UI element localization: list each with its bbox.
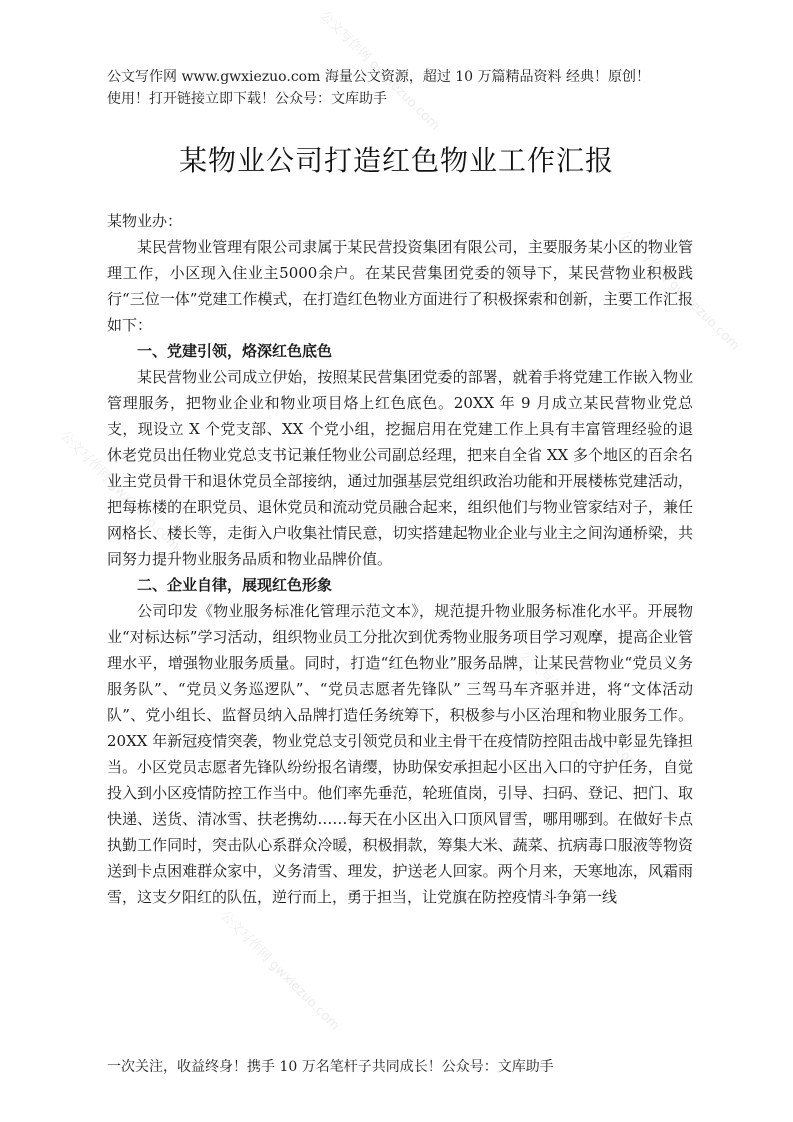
footer-text: 一次关注，收益终身！携手 10 万名笔杆子共同成长！公众号：文库助手 xyxy=(107,1059,554,1075)
watermark-text: 公文写作网 gwxiezuo.com xyxy=(217,908,343,1034)
header-line-2: 使用！打开链接立即下载！公众号：文库助手 xyxy=(107,91,387,107)
salutation: 某物业办： xyxy=(107,212,183,230)
watermark-text: 公文写作网 gwxiezuo.com xyxy=(517,648,643,774)
section-paragraph: 某民营物业公司成立伊始，按照某民营集团党委的部署，就着手将党建工作嵌入物业管理服务，把物业企业和物业项目烙上红色底色。20XX 年 9 月成立某民营物业党总支，现设立 X 个党支部、XX 个党小组，挖掘启用在党建工作上具有丰富管理经验的退休老党员出任物业党总支书记兼任物业公司副总经理，把来自全省 XX 多个地区的百余名业主党员骨干和退休党员全部接纳，通过加强基层党组织政治功能和开展楼栋党建活动，把每栋楼的在职党员、退休党员和流动党员融合起来，组织他们与物业管家结对子，兼任网格长、楼长等，走街入户收集社情民意，切实搭建起物业企业与业主之间沟通桥梁，共同努力提升物业服务品质和物业品牌价值。 xyxy=(107,368,693,568)
intro-paragraph: 某民营物业管理有限公司隶属于某民营投资集团有限公司，主要服务某小区的物业管理工作，小区现入住业主5000余户。在某民营集团党委的领导下，某民营物业积极践行“三位一体”党建工作模式，在打造红色物业方面进行了积极探索和创新，主要工作汇报如下： xyxy=(107,238,693,334)
section-paragraph: 公司印发《物业服务标准化管理示范文本》，规范提升物业服务标准化水平。开展物业“对标达标”学习活动，组织物业员工分批次到优秀物业服务项目学习观摩，提高企业管理水平，增强物业服务质量。同时，打造“红色物业”服务品牌，让某民营物业“党员义务服务队”、“党员义务巡逻队”、“党员志愿者先锋队” 三驾马车齐驱并进，将“文体活动队”、党小组长、监督员纳入品牌打造任务统筹下，积极参与小区治理和物业服务工作。20XX 年新冠疫情突袭，物业党总支引领党员和业主骨干在疫情防控阻击战中彰显先锋担当。小区党员志愿者先锋队纷纷报名请缨，协助保安承担起小区出入口的守护任务，自觉投入到小区疫情防控工作当中。他们率先垂范，轮班值岗，引导、扫码、登记、把门、取快递、送货、清冰雪、扶老携幼……每天在小区出入口顶风冒雪，哪用哪到。在做好卡点执勤工作同时，突击队心系群众冷暖，积极捐款，筹集大米、蔬菜、抗病毒口服液等物资送到卡点困难群众家中，义务清雪、理发，护送老人回家。两个月来，天寒地冻，风霜雨雪，这支夕阳红的队伍，逆行而上，勇于担当，让党旗在防控疫情斗争第一线 xyxy=(107,602,693,906)
header-line-1: 公文写作网 www.gwxiezuo.com 海量公文资源，超过 10 万篇精品资料 经典！原创！ xyxy=(107,69,650,85)
watermark-text: 公文写作网 gwxiezuo.com xyxy=(617,228,743,354)
section-heading: 一、党建引领，烙深红色底色 xyxy=(137,342,333,360)
watermark-text: 公文写作网 gwxiezuo.com xyxy=(57,428,183,554)
watermark-text: 公文写作网 gwxiezuo.com xyxy=(317,8,443,134)
page-title: 某物业公司打造红色物业工作汇报 xyxy=(178,144,614,177)
document-body xyxy=(107,208,693,910)
section-heading: 二、企业自律，展现红色形象 xyxy=(137,576,333,594)
